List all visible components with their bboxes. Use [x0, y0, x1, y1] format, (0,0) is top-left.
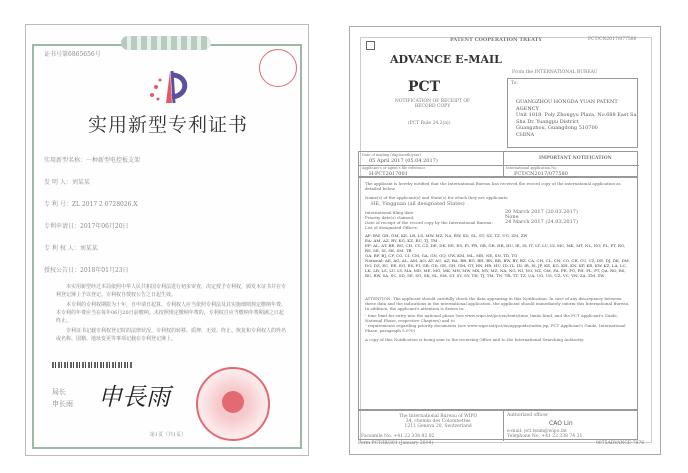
- attention-item: - requirements regarding priority documents (see www.wipo.int/pct/en/appguide/index.jsp, PCT Applicant's Guide, International Phase, paragraph 5.070): [365, 323, 626, 333]
- form-ref: From the INTERNATIONAL BUREAU: [512, 70, 598, 75]
- row-value: None: [505, 214, 519, 220]
- advance-email-title: ADVANCE E-MAIL: [390, 53, 502, 66]
- date-label: Date of mailing (day/month/year): [362, 153, 421, 157]
- footer-table: [358, 410, 638, 440]
- paragraph: 专利证书记载专利权登记时的法律状况。专利权的转移、质押、无效、终止、恢复和专利权人的姓名或名称、国籍、地址变更等事项记载在专利登记簿上。: [56, 328, 287, 342]
- row-label: International filing date:: [365, 210, 415, 215]
- details-box: [358, 177, 638, 410]
- fax: Facsimile No. +41 22 338 82 82: [361, 434, 435, 439]
- address-line: GUANGZHOU HONGDA YUAN PATENT AGENCY: [516, 99, 618, 112]
- sipo-logo-icon: [144, 67, 194, 107]
- small-seal: [259, 49, 297, 87]
- field-filing-date: 专利申请日：2017年06月20日: [44, 223, 129, 230]
- row-label: Priority date(s) claimed:: [365, 215, 415, 220]
- attention: ATTENTION: The applicant should carefully check the data appearing in this Notification. In case of any discrepancy between these data and the indications in the international application, the applicant should immediately inform this International Bureau. In addition, the applicant's attention is drawn to:: [365, 296, 630, 311]
- pct-title: PCT: [408, 79, 441, 95]
- address-box: [507, 78, 638, 148]
- notification-title: NOTIFICATION OF RECEIPT OF RECORD COPY: [394, 99, 471, 109]
- email: e-mail: pct.team@wipo.int: [507, 429, 567, 434]
- agent-value: H-PCT2017001: [369, 171, 408, 177]
- address: [516, 99, 637, 138]
- app-label: International application No.: [506, 166, 558, 170]
- designation: EA: AM, AZ, BY, KG, KZ, RU, TJ, TM: [365, 238, 438, 243]
- row-label: Date of receipt of the record copy by the International Bureau:: [365, 220, 493, 225]
- form-code: 0075ADVANCE-7876: [596, 441, 645, 446]
- attention-item: - time limit for entry into the national phase (see www.wipo.int/pct/en/texts/time_limits.html, and the PCT Applicant's Guide, National Phase, respective Chapters) and to: [365, 313, 618, 323]
- copy-note: A copy of this Notification is being sent to the receiving Office and to the International Searching Authority.: [365, 337, 585, 342]
- important-label: IMPORTANT NOTIFICATION: [539, 156, 612, 161]
- paragraph: 本专利的专利权期限为十年，自申请日起算。专利权人应当依照专利法及其实施细则规定缴纳年费。本专利的年费应当在每年06月20日前缴纳。未按照规定缴纳年费的，专利权自应当缴纳年费期满之日起终止。: [56, 302, 287, 324]
- emblem-icon: [222, 391, 244, 413]
- field-inventor: 发 明 人：刘某某: [44, 179, 90, 186]
- designation: OA: BF, BJ, CF, CG, CI, CM, GA, GN, GQ, GW, KM, ML, MR, NE, SN, TD, TG: [365, 253, 518, 258]
- patent-certificate: [25, 24, 309, 456]
- pct-notification: [349, 26, 661, 455]
- agent-label: Applicant's or agent's file reference: [362, 166, 426, 170]
- ref-top: PCT/CN2017/077580: [588, 37, 637, 42]
- certificate-title: 实用新型专利证书: [87, 114, 248, 136]
- address-line: Sha Dr. Yuangpu District: [516, 118, 579, 125]
- director-label: 局长: [52, 388, 66, 396]
- row-value: 20 March 2017 (20.03.2017): [505, 209, 578, 215]
- signature: 申長雨: [98, 383, 170, 411]
- address-line: Unit 1018, Poly Zhongyu Plaza, No.688 East Sa: [516, 112, 637, 118]
- rule: (PCT Rule 24.2(a)): [408, 121, 451, 126]
- to-label: To:: [511, 81, 518, 86]
- applicant: HE, Yingguan (all designated States): [371, 201, 465, 207]
- field-patentee: 专 利 权 人：刘某某: [44, 245, 98, 252]
- official-seal: [196, 367, 270, 441]
- ib-address-line: 34, chemin des Colombettes: [405, 419, 471, 424]
- field-grant-date: 授权公告日：2018年01月23日: [44, 267, 129, 274]
- app-value: PCT/CN2017/077580: [514, 171, 568, 177]
- designation: National: AE, AG, AL, AM, AO, AT, AU, AZ, BA, BB, BG, BH, BN, BR, BW, BY, BZ, CA, CH, CL, CN, CO, CR, CU, CZ, DE, DJ, DK, DM, DO, DZ, EC, EE, EG, ES, FI, GB, GD, GE, GH, GM, GT, HN, HR, HU, ID, IL, IN, IR, IS, JP, KE, KG, KH, KN, KP, KR, KW, KZ, LA, LC, LK, LR, LS, LU, LY, MA, MD, ME, MG, MK, MN, MW, MX, MY, MZ, NA, NG, NI, NO, NZ, OM, PA, PE, PG, PH, PL, PT, QA, RO, RS, RU, RW, SA, SC, SD, SE, SG, SK, SL, SM, ST, SV, SY, TH, TJ, TM, TN, TR, TT, TZ, UA, UG, US, UZ, VC, VN, ZA, ZM, ZW: [365, 258, 631, 278]
- ib-address-line: The International Bureau of WIPO: [399, 414, 478, 419]
- row-label: List of designated Offices:: [365, 225, 419, 230]
- barcode: [52, 362, 132, 368]
- applicant-label: Name(s) of the applicant(s) and State(s) for which they are applicants:: [365, 195, 509, 200]
- info-table: [358, 151, 638, 177]
- paragraph: 本实用新型经过本局依照中华人民共和国专利法进行初步审查，决定授予专利权，颁发本证书并在专利登记簿上予以登记。专利权自授权公告之日起生效。: [56, 284, 287, 298]
- row-value: 24 March 2017 (24.03.2017): [505, 219, 578, 225]
- designation: EP: AL, AT, BE, BG, CH, CY, CZ, DE, DK, EE, ES, FI, FR, GB, GR, HR, HU, IE, IS, IT, LT, LU, LV, MC, MK, MT, NL, NO, PL, PT, RO, RS, SE, SI, SK, SM, TR: [365, 243, 626, 253]
- phone: Telephone No. +41 22 338 74 31: [507, 434, 583, 439]
- wipo-logo-icon: [366, 41, 375, 50]
- doc-header: PATENT COOPERATION TREATY: [450, 37, 542, 43]
- designation: AP: BW, GH, GM, KE, LR, LS, MW, MZ, NA, RW, SD, SL, ST, SZ, TZ, UG, ZM, ZW: [365, 233, 528, 238]
- director-name: 申长雨: [52, 400, 73, 408]
- form-id: Form PCT/IB/301 (January 2014): [358, 441, 434, 446]
- cert-number: 证书号第6865656号: [44, 51, 101, 58]
- ornament-top: [121, 36, 211, 50]
- officer-label: Authorized officer: [507, 413, 549, 418]
- ib-address-line: 1211 Geneva 20, Switzerland: [404, 424, 472, 429]
- notice: The applicant is hereby notified that the International Bureau has received the record copy of the international application as detailed below.: [365, 181, 621, 191]
- page-footer: 第1页（共1页）: [149, 432, 187, 438]
- address-line: CHINA: [516, 131, 535, 138]
- date-value: 05 April 2017 (05.04.2017): [369, 158, 438, 164]
- field-patent-no: 专 利 号：ZL 2017 2 0728026.X: [44, 201, 138, 208]
- address-line: Guangzhou, Guangdong 510700: [516, 125, 598, 131]
- officer: CAO Lin: [549, 420, 573, 427]
- field-name: 实用新型名称：一种新型电控板支架: [44, 157, 141, 164]
